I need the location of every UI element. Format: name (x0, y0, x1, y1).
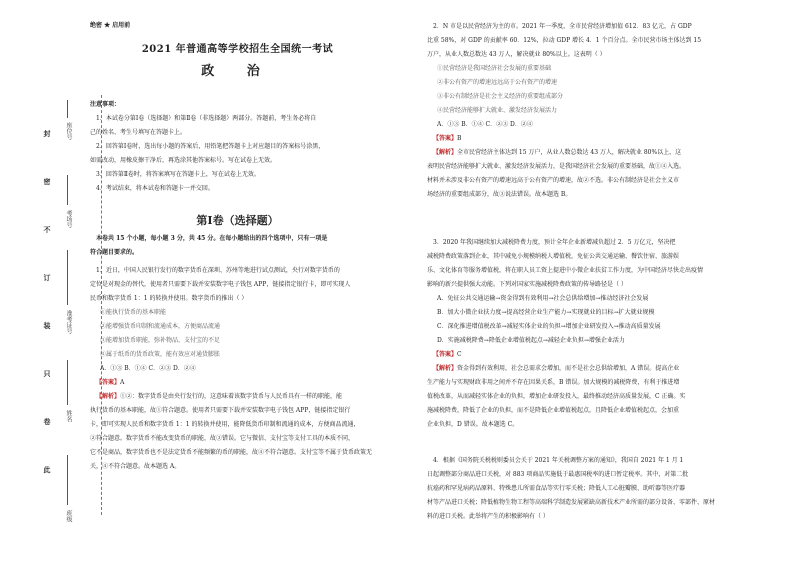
explanation-tag: 【解析】 (96, 393, 121, 400)
binding-char: 此 (43, 466, 52, 473)
q1-option: ③能增加货币职能，弥补物品、支付宝的不足 (100, 337, 221, 344)
q3-stem-line: 影响的新兴提供强大动能。下列对国家实施减税降费政策的传导路径是（ ） (427, 281, 627, 288)
answer-tag: 【答案】 (96, 379, 121, 386)
notice-line: 1．本试卷分第Ⅰ卷（选择题）和第Ⅱ卷（非选择题）两部分。答题前，考生务必将自 (96, 115, 317, 122)
q1-answer-line (90, 376, 390, 390)
q4-stem-line: 抗癌药和罕见病药品原料、特殊患儿所需食品等实行零关税；降低人工心脏瓣膜、助听器等医疗器 (427, 485, 686, 492)
section-note-line: 符合题目要求的。 (90, 249, 139, 256)
binding-char: 密 (43, 178, 52, 185)
exam-room-label: 考场号 (65, 210, 72, 228)
binding-char: 封 (43, 130, 52, 137)
notice-line: 如需改动，用橡皮擦干净后，再选涂其他答案标号。写在试卷上无效。 (90, 157, 277, 164)
seat-number-label: 座位号 (65, 122, 72, 140)
binding-char: 订 (43, 274, 52, 281)
subject-title: 政 治 (201, 64, 274, 79)
q3-stem-line: 3．2020 年我国继续加大减税降费力度，预计全年企业新增减负超过 2．5 万亿元，坚决把 (433, 239, 676, 246)
q3-stem-line: 减税降费政策落到企业，其中减免小规模纳税人增值税，免征公共交通运输、餐饮住宿、旅游娱 (427, 253, 680, 260)
binding-char: 卷 (43, 418, 52, 425)
class-field[interactable] (67, 455, 68, 505)
q2-option: ①民营经济是我国经济社会发展的重要基础 (437, 65, 552, 72)
q1-explanation-line: 卡，即可实现人民币和数字货币 1：1 的转换并使用，能降低货币印制和流通的成本，方便商品流通， (90, 421, 360, 428)
q3-answer-line (427, 348, 745, 362)
name-label: 姓名 (65, 410, 72, 422)
question-4 (427, 454, 745, 524)
seat-number-field[interactable] (67, 100, 68, 118)
binding-char: 只 (43, 370, 52, 377)
section-note-line: 本卷共 15 个小题，每小题 3 分，共 45 分。在每小题给出的四个选项中，只有一项是 (96, 235, 328, 242)
question-1 (90, 264, 390, 474)
exam-title: 2021 年普通高等学校招生全国统一考试 (141, 44, 334, 55)
q1-explanation-line: ②符合题意。数字货币不能改变货币的职能，故③错误。它与微信、支付宝等支付工具的本质不同， (90, 435, 355, 442)
q3-explanation-line: 生产能力与实现财政非用之间并不存在因果关系，B 错误。加大规模的减税降费，有利于推进增 (427, 379, 680, 386)
q2-explanation-line: 场经济的重要组成部分，故③说法错误。故本题选 B。 (427, 191, 572, 198)
q3-option: C．深化推进增值税改革→减轻实体企业的负担→增加企业研发投入→推动高质量发展 (437, 323, 661, 330)
q3-explanation-line: 施减税降费，降低了企业的负担，而不是降低企业增值税起点，且降低企业增值税起点，会加重 (427, 407, 680, 414)
q1-option: ①能执行货币的基本职能 (100, 309, 167, 316)
notice-block (90, 98, 390, 196)
q1-option: ④属于纸币的货币政策，能有效应对通货膨胀 (100, 351, 221, 358)
q3-option: B．加大小微企业扶力度→提高经营企业生产能力→实现就业的目标→扩大就业规模 (437, 309, 655, 316)
class-label: 班级 (65, 510, 72, 522)
q2-option: ③非公有制经济是社会主义经济的重要组成部分 (437, 93, 564, 100)
binding-char: 装 (43, 322, 52, 329)
explanation-tag: 【解析】 (433, 365, 458, 372)
q2-option: ④民营经济能够扩大就业、激发经济发展活力 (437, 107, 558, 114)
q3-stem-line: 乐、文化体育等服务增值税，将在职人员工资上提进中小微企业扶贫工作力度，为中国经济尽快走出疫情 (427, 267, 704, 274)
binding-char: 不 (43, 226, 52, 233)
q3-explanation-line: 【解析】资金得到有效利用，社会总需求会增加，而不是社会总供给增加，A 错误。提高企业 (433, 365, 680, 372)
q1-explanation-line: 执行货币的基本职能，故①符合题意。使用者只需要下载并安装数字电子钱包 APP，链接指定银行 (90, 407, 351, 414)
section-note (90, 232, 390, 260)
q1-stem-line: 1．近日，中国人民银行发行的数字货币在深圳、苏州等地进行试点测试，央行对数字货币的 (96, 267, 340, 274)
q2-explanation-line: 表明民营经济能够扩大就业、激发经济发展活力，是我国经济社会发展的重要基础，故①④入选。 (427, 163, 686, 170)
q1-explanation-line: 它不是商品，数字货币也不是法定货币不能频繁的币的职能，故④不符合题意。支付宝等不属于货币政策无 (90, 449, 373, 456)
admission-number-label: 准考证号 (65, 310, 72, 334)
notice-line: 2．回答第Ⅰ卷时，选出每小题的答案后，用铅笔把答题卡上对应题目的答案标号涂黑， (96, 143, 325, 150)
q2-stem-line: 2．N 市是以民营经济为主的市。2021 年一季度，全市民营经济增加值 612．83 亿元，占 GDP (433, 23, 692, 30)
left-column (80, 0, 395, 562)
answer-tag: 【答案】 (433, 135, 458, 142)
q2-answer-line (427, 132, 745, 146)
notice-title: 注意事项： (90, 101, 121, 108)
q2-choices: A．①③ B．①④ C．②③ D．②④ (437, 121, 533, 128)
q4-stem-line: 日起调整部分商品进口关税，对 883 项商品实施低于最惠国税率的进口暂定税率。其中，对第二批 (427, 471, 689, 478)
notice-line: 4．考试结束，将本试卷和答题卡一并交回。 (96, 185, 214, 192)
question-3 (427, 236, 745, 432)
q3-explanation-line: 企业负担，D 错误。故本题选 C。 (427, 421, 519, 428)
q4-stem-line: 料的进口关税。此举将产生的积极影响有（ ） (427, 513, 549, 520)
exam-room-field[interactable] (67, 175, 68, 205)
q3-option: D．实施减税降费→降低企业增值税起点→减轻企业负担→增强企业活力 (437, 337, 625, 344)
q1-stem-line: 民币和数字货币 1：1 的转换并使用。数字货币的推出（ ） (90, 295, 248, 302)
question-2 (427, 20, 745, 202)
q1-explanation-line: 关，④不符合题意。故本题选 A。 (90, 463, 181, 470)
section-title: 第Ⅰ卷（选择题） (196, 214, 279, 227)
q1-stem-line: 定位是对现金的替代，使用者只需要下载并安装数字电子钱包 APP，链接指定银行卡，即可实现人 (90, 281, 351, 288)
q1-choices: A．①③ B．①④ C．②③ D．②④ (100, 365, 196, 372)
q2-stem-line: 万户，从业人数总数达 43 万人，解决就业 80%以上。这表明（ ） (427, 51, 606, 58)
q2-explanation-line: 材料并未涉及非公有资产的增速远高于公有资产的增速，故②不选。非公有制经济是社会主义市 (427, 177, 680, 184)
q2-explanation-line: 【解析】全市民营经济主体达到 15 万户，从业人数总数达 43 万人，解决就业 80%以上，这 (433, 149, 682, 156)
q1-option: ②能增强货币印制和流通成本，方便商品流通 (100, 323, 221, 330)
q2-stem-line: 比重 58%，对 GDP 的贡献率 60．12%，拉动 GDP 增长 4．1 个百分点。全市民营市场主体达到 15 (427, 37, 702, 44)
q2-option: ②非公有资产的增速远远高于公有资产的增速 (437, 79, 558, 86)
secret-mark: 绝密 ★ 启用前 (90, 22, 131, 29)
right-column (427, 0, 747, 562)
admission-number-field[interactable] (67, 250, 68, 305)
name-field[interactable] (67, 360, 68, 405)
q3-explanation-line: 值税改革，从而减轻实体企业的负担，增加企业研发投入，最终推动经济高质量发展，C 正确。实 (427, 393, 686, 400)
q3-answer: C (457, 351, 462, 358)
explanation-tag: 【解析】 (433, 149, 458, 156)
answer-tag: 【答案】 (433, 351, 458, 358)
q3-option: A．免征公共交通运输→资金得到有效利用→社会总供给增加→推动经济社会发展 (437, 295, 649, 302)
q1-explanation-line: 【解析】①②：数字货币是由央行发行的，这意味着该数字货币与人民币具有一样的职能，能 (96, 393, 343, 400)
notice-line: 3．回答第Ⅱ卷时，将答案填写在答题卡上，写在试卷上无效。 (96, 171, 260, 178)
q2-answer: B (457, 135, 462, 142)
q4-stem-line: 4．根据《国务院关税税则委员会关于 2021 年关税调整方案的通知》，我国自 2021 年 1 月 1 (433, 457, 684, 464)
q4-stem-line: 材等产品进口关税；降低植物生物工程等高端科学制造发展紧缺高新技术产业所需的部分设备、零部件、原材 (427, 499, 716, 506)
notice-line: 己的姓名、考生号填写在答题卡上。 (90, 129, 187, 136)
q1-answer: A (120, 379, 125, 386)
